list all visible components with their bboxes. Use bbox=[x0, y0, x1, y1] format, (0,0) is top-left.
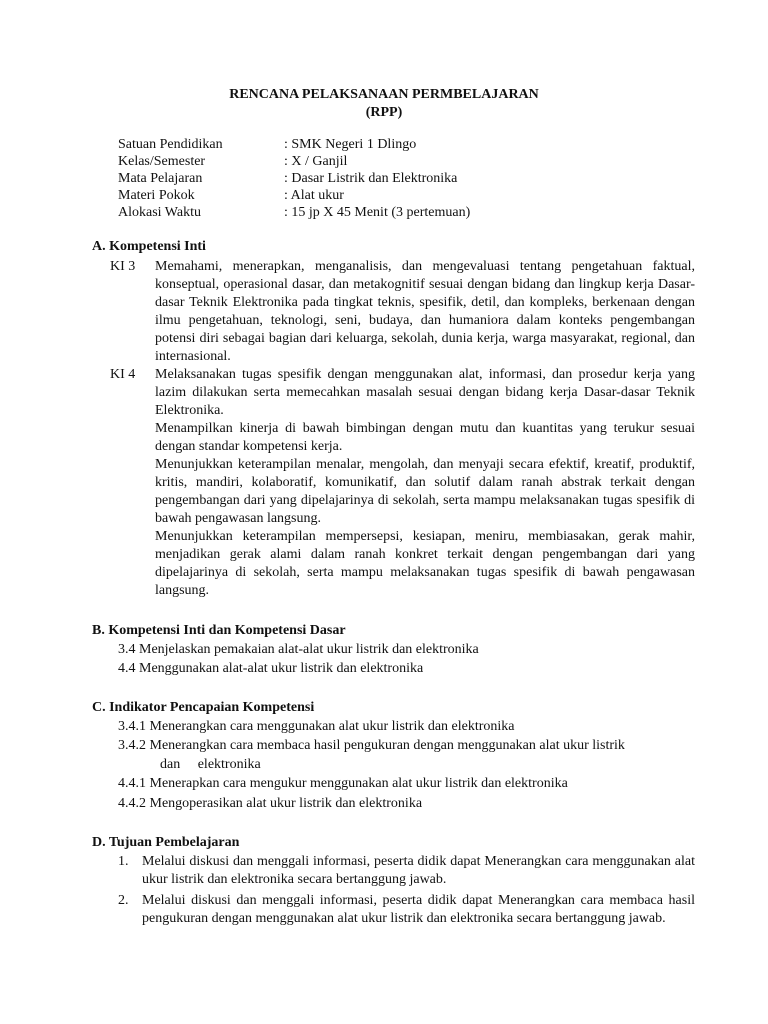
ki-4-paragraph-2: Menampilkan kinerja di bawah bimbingan dengan mutu dan kuantitas yang terukur sesuai dengan standar kompetensi kerja. bbox=[155, 421, 695, 454]
meta-row bbox=[118, 170, 470, 187]
meta-value: : 15 jp X 45 Menit (3 pertemuan) bbox=[284, 205, 471, 220]
ki-3-block bbox=[110, 258, 695, 366]
document-subtitle: (RPP) bbox=[365, 105, 403, 120]
section-b-heading: B. Kompetensi Inti dan Kompetensi Dasar bbox=[92, 623, 346, 638]
meta-row bbox=[118, 136, 470, 153]
meta-row bbox=[118, 153, 470, 170]
ki-3-code: KI 3 bbox=[110, 259, 136, 274]
meta-value: : Dasar Listrik dan Elektronika bbox=[284, 171, 458, 186]
goal-text: Melalui diskusi dan menggali informasi, peserta didik dapat Menerangkan cara membaca hasil pengukuran dengan menggunakan alat ukur listrik dan elektronika secara bertanggung jawab. bbox=[142, 893, 695, 926]
goal-number: 2. bbox=[118, 893, 129, 908]
section-a-heading: A. Kompetensi Inti bbox=[92, 239, 206, 254]
meta-value: : SMK Negeri 1 Dlingo bbox=[284, 137, 417, 152]
identity-table bbox=[118, 136, 470, 221]
ki-4-code: KI 4 bbox=[110, 367, 136, 382]
meta-value: : Alat ukur bbox=[284, 188, 344, 203]
goal-number: 1. bbox=[118, 854, 129, 869]
ki-4-paragraph-4: Menunjukkan keterampilan mempersepsi, kesiapan, meniru, membiasakan, gerak mahir, menjadikan gerak alami dalam ranah konkret terkait dengan pengembangan dari yang dipelajarinya di sekolah, serta mampu melaksanakan tugas spesifik di bawah pengawasan langsung. bbox=[155, 529, 695, 598]
list-item-continuation: dan elektronika bbox=[160, 757, 261, 772]
meta-label: Satuan Pendidikan bbox=[118, 137, 223, 152]
ki-4-paragraph-1: Melaksanakan tugas spesifik dengan menggunakan alat, informasi, dan prosedur kerja yang lazim dilakukan serta memecahkan masalah sesuai dengan bidang kerja Dasar-dasar Teknik Elektronika. bbox=[155, 367, 695, 418]
goal-item bbox=[118, 892, 695, 928]
section-c-heading: C. Indikator Pencapaian Kompetensi bbox=[92, 700, 315, 715]
meta-row bbox=[118, 204, 470, 221]
list-item: 3.4 Menjelaskan pemakaian alat-alat ukur listrik dan elektronika bbox=[118, 642, 479, 657]
meta-value: : X / Ganjil bbox=[284, 154, 348, 169]
meta-label: Materi Pokok bbox=[118, 188, 195, 203]
list-item: 3.4.2 Menerangkan cara membaca hasil pengukuran dengan menggunakan alat ukur listrik bbox=[118, 738, 625, 753]
ki-4-paragraph-3: Menunjukkan keterampilan menalar, mengolah, dan menyaji secara efektif, kreatif, produktif, kritis, mandiri, kolaboratif, komunikatif, dan solutif dalam ranah abstrak terkait dengan pengembangan dari yang dipelajarinya di sekolah, serta mampu melaksanakan tugas spesifik di bawah pengawasan langsung. bbox=[155, 457, 695, 526]
ki-4-block bbox=[110, 366, 695, 600]
list-item: 3.4.1 Menerangkan cara menggunakan alat ukur listrik dan elektronika bbox=[118, 719, 515, 734]
meta-label: Mata Pelajaran bbox=[118, 171, 203, 186]
list-item: 4.4.1 Menerapkan cara mengukur menggunakan alat ukur listrik dan elektronika bbox=[118, 776, 568, 791]
meta-label: Alokasi Waktu bbox=[118, 205, 201, 220]
ki-3-text: Memahami, menerapkan, menganalisis, dan mengevaluasi tentang pengetahuan faktual, konseptual, operasional dasar, dan metakognitif sesuai dengan bidang dan lingkup kerja Dasar-dasar Teknik Elektronika pada tingkat teknis, spesifik, detil, dan kompleks, berkenaan dengan ilmu pengetahuan, teknologi, seni, budaya, dan humaniora dalam konteks pengembangan potensi diri sebagai bagian dari keluarga, sekolah, dunia kerja, warga masyarakat, regional, dan internasional. bbox=[155, 259, 695, 364]
goal-item bbox=[118, 853, 695, 889]
section-d-heading: D. Tujuan Pembelajaran bbox=[92, 835, 240, 850]
list-item: 4.4 Menggunakan alat-alat ukur listrik dan elektronika bbox=[118, 661, 424, 676]
meta-label: Kelas/Semester bbox=[118, 154, 206, 169]
list-item: 4.4.2 Mengoperasikan alat ukur listrik dan elektronika bbox=[118, 796, 423, 811]
goal-text: Melalui diskusi dan menggali informasi, peserta didik dapat Menerangkan cara menggunakan alat ukur listrik dan elektronika secara bertanggung jawab. bbox=[142, 854, 695, 887]
document-title: RENCANA PELAKSANAAN PERMBELAJARAN bbox=[229, 87, 539, 102]
meta-row bbox=[118, 187, 470, 204]
